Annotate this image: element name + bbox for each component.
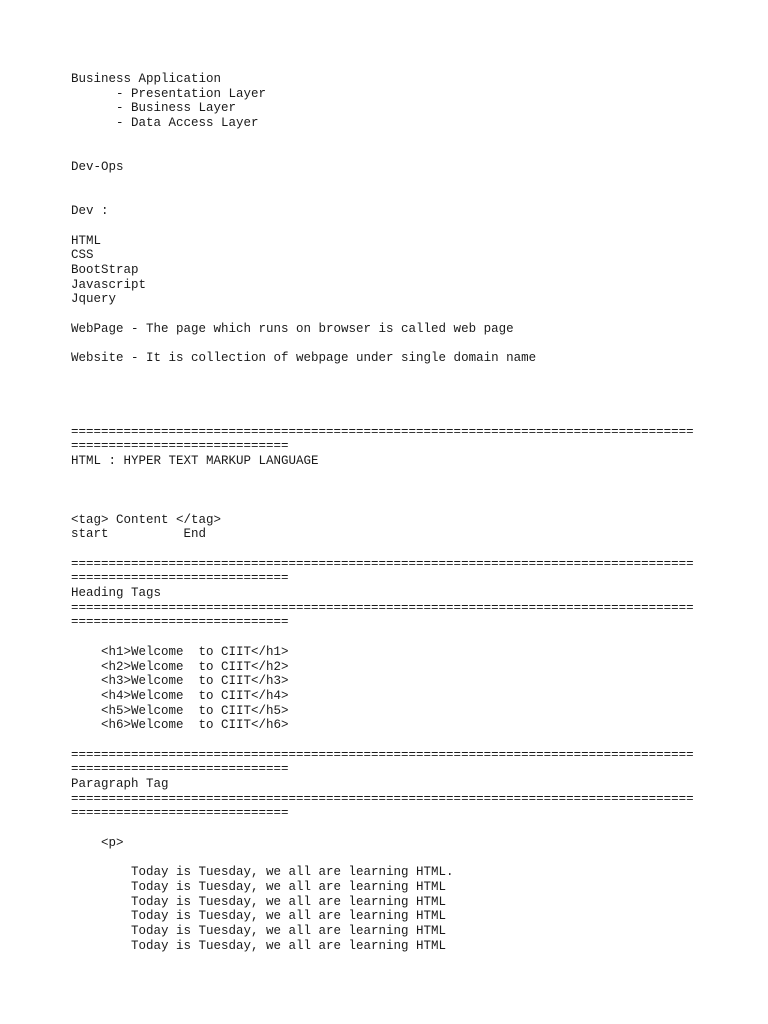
separator-line: ============================= (71, 762, 289, 777)
code-line: <h2>Welcome to CIIT</h2> (71, 659, 289, 674)
blank-line (71, 366, 731, 381)
separator-line: =================================================================================== (71, 791, 694, 806)
text-line: - Data Access Layer (71, 116, 259, 131)
code-line: Today is Tuesday, we all are learning HTML (71, 894, 447, 909)
blank-line (71, 821, 731, 836)
blank-line (71, 850, 731, 865)
separator-line: =================================================================================== (71, 747, 694, 762)
text-line: HTML (71, 233, 102, 248)
text-line: Dev-Ops (71, 160, 124, 175)
text-line: Javascript (71, 277, 147, 292)
code-line: <h4>Welcome to CIIT</h4> (71, 688, 289, 703)
separator-line: ============================= (71, 615, 289, 630)
text-line: Dev : (71, 204, 109, 219)
code-line: <h5>Welcome to CIIT</h5> (71, 703, 289, 718)
blank-line (71, 542, 731, 557)
blank-line (71, 219, 731, 234)
blank-line (71, 175, 731, 190)
blank-line (71, 395, 731, 410)
text-line: Business Application (71, 72, 222, 86)
code-line: <h3>Welcome to CIIT</h3> (71, 674, 289, 689)
code-line: Today is Tuesday, we all are learning HTML (71, 909, 447, 924)
section-heading: Heading Tags (71, 586, 162, 601)
blank-line (71, 733, 731, 748)
separator-line: ============================= (71, 571, 289, 586)
blank-line (71, 380, 731, 395)
code-line: Today is Tuesday, we all are learning HTML (71, 879, 447, 894)
text-line: start End (71, 527, 207, 542)
blank-line (71, 469, 731, 484)
code-line: Today is Tuesday, we all are learning HTML (71, 923, 447, 938)
separator-line: ============================= (71, 439, 289, 454)
code-line: <h6>Welcome to CIIT</h6> (71, 718, 289, 733)
blank-line (71, 307, 731, 322)
blank-line (71, 336, 731, 351)
text-line: - Presentation Layer (71, 86, 267, 101)
text-line: - Business Layer (71, 101, 237, 116)
blank-line (71, 190, 731, 205)
blank-line (71, 131, 731, 146)
blank-line (71, 498, 731, 513)
code-line: <h1>Welcome to CIIT</h1> (71, 644, 289, 659)
separator-line: =================================================================================== (71, 556, 694, 571)
blank-line (71, 630, 731, 645)
text-line: Website - It is collection of webpage under single domain name (71, 351, 537, 366)
text-line: WebPage - The page which runs on browser is called web page (71, 321, 514, 336)
blank-line (71, 410, 731, 425)
blank-line (71, 145, 731, 160)
text-line: BootStrap (71, 262, 139, 277)
document-page (71, 72, 731, 953)
blank-line (71, 483, 731, 498)
text-line: <tag> Content </tag> (71, 512, 222, 527)
section-heading: Paragraph Tag (71, 777, 169, 791)
code-line: <p> (71, 835, 124, 850)
text-line: CSS (71, 248, 94, 263)
code-line: Today is Tuesday, we all are learning HTML. (71, 865, 454, 880)
separator-line: =================================================================================== (71, 424, 694, 439)
text-line: Jquery (71, 292, 117, 307)
section-heading: HTML : HYPER TEXT MARKUP LANGUAGE (71, 453, 319, 468)
separator-line: =================================================================================== (71, 600, 694, 615)
code-line: Today is Tuesday, we all are learning HTML (71, 938, 447, 953)
separator-line: ============================= (71, 806, 289, 821)
